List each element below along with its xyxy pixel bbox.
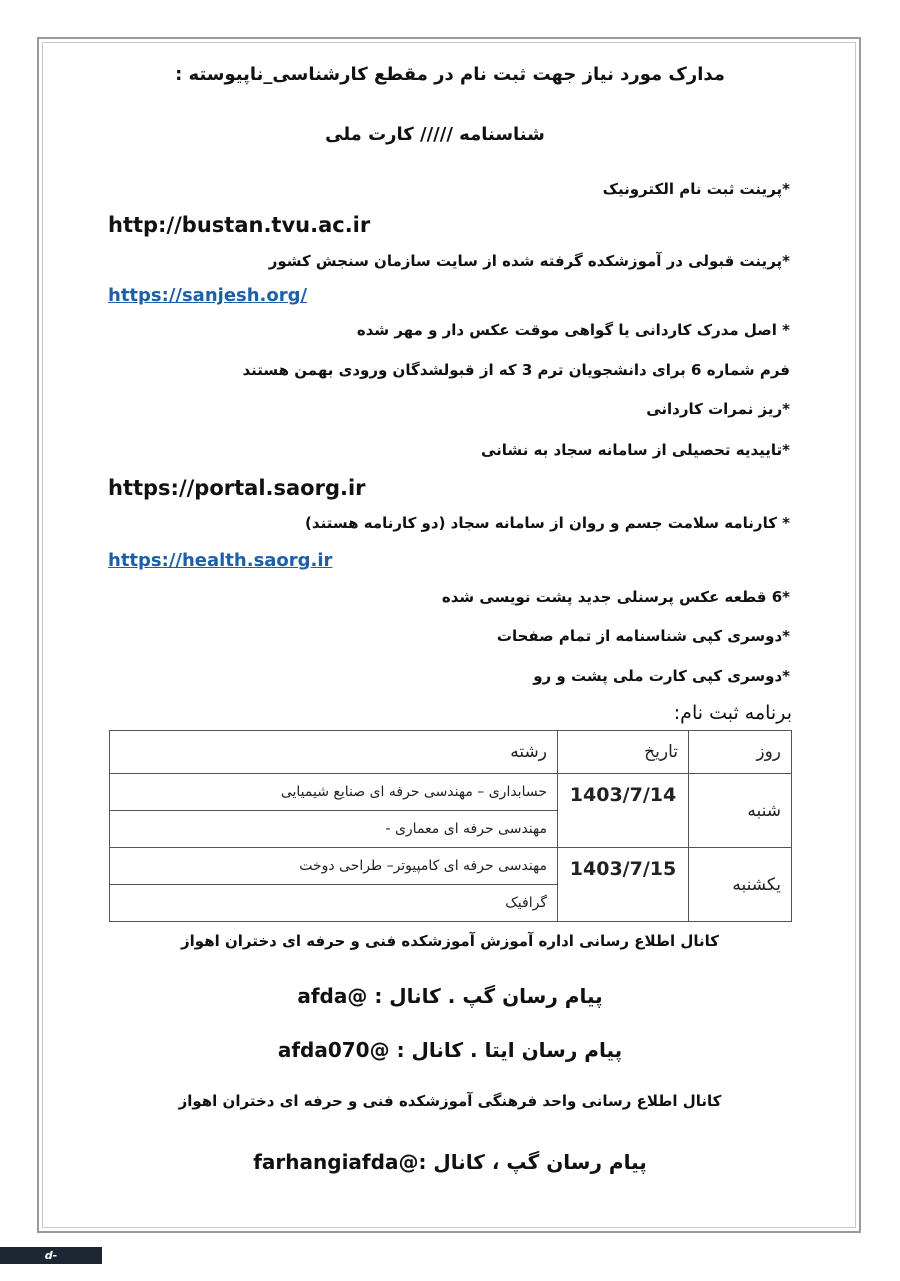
- channel-gap-cultural[interactable]: پیام رسان گپ ، کانال :@farhangiafda: [253, 1150, 647, 1174]
- link-health-saorg[interactable]: https://health.saorg.ir: [108, 550, 333, 571]
- table-row: [110, 848, 792, 885]
- item-photos: *6 قطعه عکس پرسنلی جدید پشت نویسی شده: [441, 588, 790, 606]
- row-field: مهندسی حرفه ای کامپیوتر– طراحی دوخت: [110, 848, 558, 885]
- row-date: 1403/7/15: [558, 848, 689, 922]
- header-field: رشته: [110, 731, 558, 774]
- channel-heading-education: کانال اطلاع رسانی اداره آموزش آموزشکده فنی و حرفه ای دختران اهواز: [181, 932, 719, 950]
- channel-heading-cultural: کانال اطلاع رسانی واحد فرهنگی آموزشکده فنی و حرفه ای دختران اهواز: [178, 1092, 722, 1110]
- row-day: شنبه: [689, 774, 792, 848]
- page-subtitle: شناسنامه ///// کارت ملی: [325, 124, 545, 145]
- header-date: تاریخ: [558, 731, 689, 774]
- link-portal-saorg[interactable]: https://portal.saorg.ir: [108, 476, 366, 500]
- row-date: 1403/7/14: [558, 774, 689, 848]
- item-transcript: *ریز نمرات کاردانی: [646, 400, 790, 418]
- item-acceptance-printout: *پرینت قبولی در آموزشکده گرفته شده از سایت سازمان سنجش کشور: [268, 252, 790, 270]
- link-bustan[interactable]: http://bustan.tvu.ac.ir: [108, 213, 371, 237]
- page-title: مدارک مورد نیاز جهت ثبت نام در مقطع کارشناسی_ناپیوسته :: [175, 64, 725, 85]
- site-logo[interactable]: d-ahvaz.nus.ac.ir: [0, 1247, 102, 1264]
- table-header-row: [110, 731, 792, 774]
- item-birth-certificate-copy: *دوسری کپی شناسنامه از تمام صفحات: [496, 627, 790, 645]
- link-sanjesh[interactable]: https://sanjesh.org/: [108, 285, 308, 306]
- schedule-heading: برنامه ثبت نام:: [673, 702, 792, 724]
- item-associate-degree: * اصل مدرک کاردانی یا گواهی موقت عکس دار و مهر شده: [356, 321, 790, 339]
- item-education-confirmation: *تاییدیه تحصیلی از سامانه سجاد به نشانی: [480, 441, 790, 459]
- item-electronic-registration: *پرینت ثبت نام الکترونیک: [602, 180, 790, 198]
- channel-eitaa-education[interactable]: پیام رسان ایتا . کانال : @afda070: [277, 1038, 623, 1062]
- item-national-card-copy: *دوسری کپی کارت ملی پشت و رو: [533, 667, 790, 685]
- item-form-6: فرم شماره 6 برای دانشجویان ترم 3 که از قبولشدگان ورودی بهمن هستند: [242, 361, 790, 379]
- channel-gap-education[interactable]: پیام رسان گپ . کانال : @afda: [297, 984, 603, 1008]
- row-field: حسابداری – مهندسی حرفه ای صنایع شیمیایی: [110, 774, 558, 811]
- row-field: گرافیک: [110, 885, 558, 922]
- header-day: روز: [689, 731, 792, 774]
- row-field: مهندسی حرفه ای معماری -: [110, 811, 558, 848]
- row-day: یکشنبه: [689, 848, 792, 922]
- schedule-table: [109, 730, 792, 922]
- item-health-report: * کارنامه سلامت جسم و روان از سامانه سجاد (دو کارنامه هستند): [305, 514, 790, 532]
- table-row: [110, 774, 792, 811]
